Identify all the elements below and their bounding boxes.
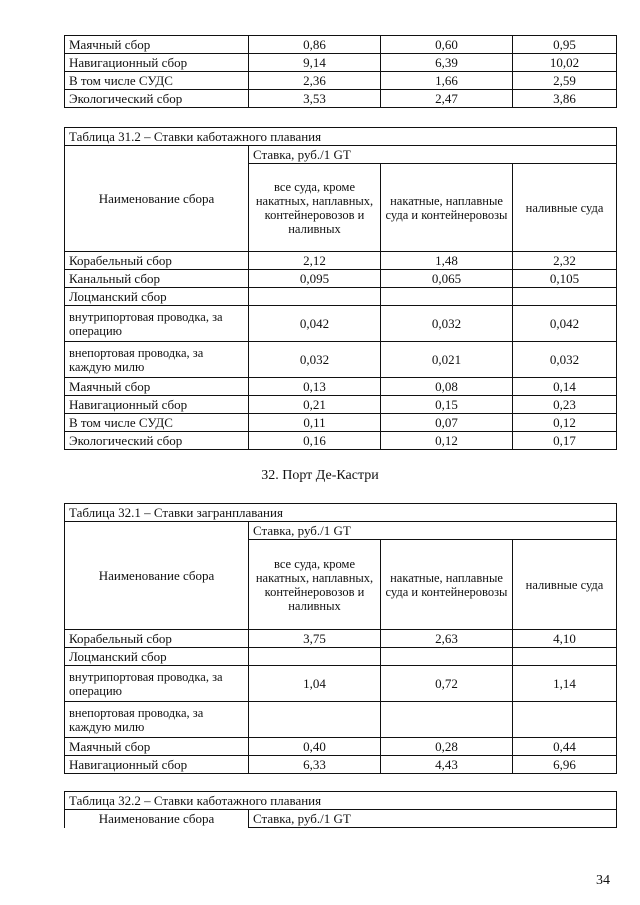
rate-cell: 10,02	[513, 54, 617, 72]
table-row	[65, 54, 617, 72]
rate-cell: 0,12	[513, 414, 617, 432]
rate-cell: 0,13	[249, 378, 381, 396]
rate-cell: 0,08	[381, 378, 513, 396]
table-caption: Таблица 31.2 – Ставки каботажного плавания	[65, 128, 617, 146]
rate-cell: 3,75	[249, 630, 381, 648]
table-row	[65, 666, 617, 702]
rate-cell	[381, 648, 513, 666]
fee-name-cell: Лоцманский сбор	[65, 648, 249, 666]
rate-cell: 0,032	[381, 306, 513, 342]
rate-cell	[249, 288, 381, 306]
fee-name-cell: Навигационный сбор	[65, 54, 249, 72]
table-row	[65, 72, 617, 90]
fee-name-cell: Корабельный сбор	[65, 630, 249, 648]
table-caption: Таблица 32.1 – Ставки загранплавания	[65, 504, 617, 522]
fee-name-cell: Маячный сбор	[65, 378, 249, 396]
rate-cell	[381, 288, 513, 306]
table-row	[65, 288, 617, 306]
rate-cell: 0,021	[381, 342, 513, 378]
rate-cell: 9,14	[249, 54, 381, 72]
rate-cell: 4,10	[513, 630, 617, 648]
rate-cell: 0,28	[381, 738, 513, 756]
table-row	[65, 396, 617, 414]
rate-cell: 0,44	[513, 738, 617, 756]
fee-name-cell: внепортовая проводка, за каждую милю	[65, 342, 249, 378]
rate-cell	[513, 702, 617, 738]
rate-cell: 0,042	[513, 306, 617, 342]
table-row	[65, 306, 617, 342]
rate-cell: 0,095	[249, 270, 381, 288]
rate-cell: 2,59	[513, 72, 617, 90]
table-32-1-foreign-rates	[64, 503, 617, 774]
rate-cell: 6,96	[513, 756, 617, 774]
section-heading: 32. Порт Де-Кастри	[261, 468, 379, 483]
rate-cell: 2,12	[249, 252, 381, 270]
rate-cell: 1,48	[381, 252, 513, 270]
column-header-all-vessels: все суда, кроме накатных, наплавных, контейнеровозов и наливных	[249, 164, 381, 252]
table-row	[65, 702, 617, 738]
fee-name-cell: В том числе СУДС	[65, 414, 249, 432]
rate-cell	[249, 702, 381, 738]
rate-cell	[513, 288, 617, 306]
rate-cell: 1,66	[381, 72, 513, 90]
column-header-tankers: наливные суда	[513, 164, 617, 252]
table-row	[65, 630, 617, 648]
rate-cell: 2,32	[513, 252, 617, 270]
rate-cell: 0,40	[249, 738, 381, 756]
column-header-roro-container: накатные, наплавные суда и контейнеровозы	[381, 164, 513, 252]
rate-cell: 0,065	[381, 270, 513, 288]
rate-cell	[513, 648, 617, 666]
page-number: 34	[596, 873, 610, 888]
rate-cell: 0,07	[381, 414, 513, 432]
fee-name-cell: внутрипортовая проводка, за операцию	[65, 306, 249, 342]
rate-cell: 2,63	[381, 630, 513, 648]
table-row	[65, 342, 617, 378]
table-row	[65, 648, 617, 666]
rate-cell: 0,11	[249, 414, 381, 432]
rate-header: Ставка, руб./1 GT	[249, 146, 617, 164]
rate-cell: 1,04	[249, 666, 381, 702]
rate-cell: 0,042	[249, 306, 381, 342]
rate-cell: 0,105	[513, 270, 617, 288]
rate-cell: 3,86	[513, 90, 617, 108]
rate-cell	[249, 648, 381, 666]
table-row	[65, 432, 617, 450]
fee-name-cell: В том числе СУДС	[65, 72, 249, 90]
rate-cell: 0,16	[249, 432, 381, 450]
fee-name-header: Наименование сбора	[65, 810, 249, 828]
rate-cell: 0,86	[249, 36, 381, 54]
rate-cell: 0,21	[249, 396, 381, 414]
table-row	[65, 414, 617, 432]
rate-cell: 3,53	[249, 90, 381, 108]
rate-cell: 6,33	[249, 756, 381, 774]
rate-cell: 0,032	[249, 342, 381, 378]
rate-cell	[381, 702, 513, 738]
fee-name-cell: Навигационный сбор	[65, 396, 249, 414]
rate-cell: 2,47	[381, 90, 513, 108]
rate-cell: 0,15	[381, 396, 513, 414]
rate-cell: 0,12	[381, 432, 513, 450]
fee-name-header: Наименование сбора	[65, 146, 249, 252]
fee-name-cell: внутрипортовая проводка, за операцию	[65, 666, 249, 702]
rate-cell: 4,43	[381, 756, 513, 774]
table-31-2-coastal-rates	[64, 127, 617, 450]
table-32-2-coastal-rates	[64, 791, 617, 828]
rate-cell: 0,17	[513, 432, 617, 450]
table-row	[65, 378, 617, 396]
rate-cell: 0,95	[513, 36, 617, 54]
fee-name-cell: внепортовая проводка, за каждую милю	[65, 702, 249, 738]
rate-cell: 0,14	[513, 378, 617, 396]
fee-name-cell: Навигационный сбор	[65, 756, 249, 774]
fee-name-cell: Экологический сбор	[65, 90, 249, 108]
rate-cell: 0,72	[381, 666, 513, 702]
table-row	[65, 756, 617, 774]
table-row	[65, 36, 617, 54]
column-header-tankers: наливные суда	[513, 540, 617, 630]
table-caption: Таблица 32.2 – Ставки каботажного плавания	[65, 792, 617, 810]
rate-header: Ставка, руб./1 GT	[249, 810, 617, 828]
rate-cell: 6,39	[381, 54, 513, 72]
table-row	[65, 90, 617, 108]
fee-name-header: Наименование сбора	[65, 522, 249, 630]
table-row	[65, 252, 617, 270]
table-row	[65, 270, 617, 288]
column-header-roro-container: накатные, наплавные суда и контейнеровозы	[381, 540, 513, 630]
fee-name-cell: Корабельный сбор	[65, 252, 249, 270]
rate-header: Ставка, руб./1 GT	[249, 522, 617, 540]
fee-name-cell: Маячный сбор	[65, 36, 249, 54]
rate-cell: 1,14	[513, 666, 617, 702]
rate-cell: 0,032	[513, 342, 617, 378]
rate-cell: 0,23	[513, 396, 617, 414]
fee-name-cell: Канальный сбор	[65, 270, 249, 288]
rates-table-continuation	[64, 35, 617, 108]
table-row	[65, 738, 617, 756]
fee-name-cell: Маячный сбор	[65, 738, 249, 756]
rate-cell: 0,60	[381, 36, 513, 54]
fee-name-cell: Лоцманский сбор	[65, 288, 249, 306]
column-header-all-vessels: все суда, кроме накатных, наплавных, контейнеровозов и наливных	[249, 540, 381, 630]
rate-cell: 2,36	[249, 72, 381, 90]
fee-name-cell: Экологический сбор	[65, 432, 249, 450]
